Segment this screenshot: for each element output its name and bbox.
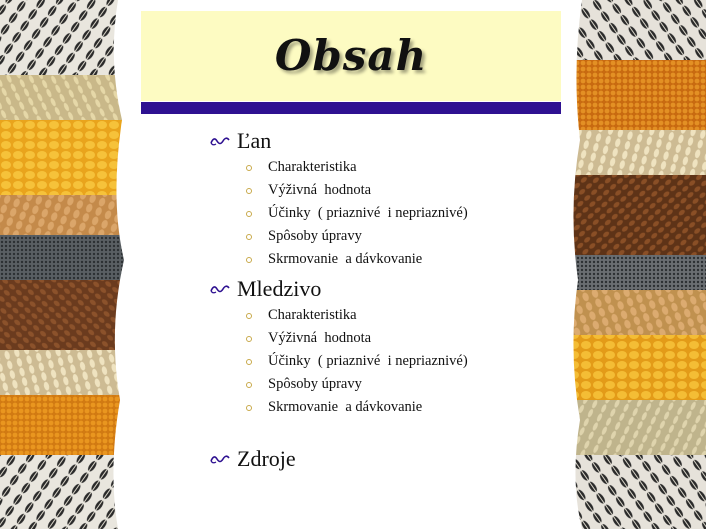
toc-sublist <box>208 304 558 419</box>
list-item-label: Spôsoby úpravy <box>268 376 362 392</box>
list-item <box>208 248 558 271</box>
wave-bullet-icon <box>210 453 230 465</box>
toc-section-label: Ľan <box>237 128 272 153</box>
list-item <box>208 156 558 179</box>
toc-section-zdroje <box>208 444 558 474</box>
list-item-label: Skrmovanie a dávkovanie <box>268 251 423 267</box>
seed-border-image <box>0 0 132 529</box>
list-item <box>208 304 558 327</box>
hollow-circle-bullet-icon <box>246 359 252 365</box>
list-item-label: Spôsoby úpravy <box>268 228 362 244</box>
hollow-circle-bullet-icon <box>246 336 252 342</box>
list-item-label: Skrmovanie a dávkovanie <box>268 399 423 415</box>
list-item-label: Účinky ( priaznivé i nepriaznivé) <box>268 205 468 221</box>
slide-title: Obsah <box>274 31 428 80</box>
list-item <box>208 373 558 396</box>
wave-bullet-icon <box>210 283 230 295</box>
list-item <box>208 225 558 248</box>
hollow-circle-bullet-icon <box>246 188 252 194</box>
list-item-label: Charakteristika <box>268 307 357 323</box>
list-item <box>208 327 558 350</box>
toc-sublist <box>208 156 558 271</box>
list-item <box>208 179 558 202</box>
list-item <box>208 202 558 225</box>
wave-bullet-icon <box>210 135 230 147</box>
list-item-label: Účinky ( priaznivé i nepriaznivé) <box>268 353 468 369</box>
hollow-circle-bullet-icon <box>246 234 252 240</box>
title-divider <box>141 102 561 114</box>
toc-section-heading <box>208 126 558 156</box>
hollow-circle-bullet-icon <box>246 165 252 171</box>
toc-section-lan <box>208 126 558 271</box>
hollow-circle-bullet-icon <box>246 313 252 319</box>
list-item-label: Výživná hodnota <box>268 182 372 198</box>
right-seed-border <box>568 0 706 529</box>
toc-section-label: Mledzivo <box>237 276 322 301</box>
toc-section-mledzivo <box>208 274 558 419</box>
toc-section-label: Zdroje <box>237 446 296 471</box>
hollow-circle-bullet-icon <box>246 382 252 388</box>
toc-section-heading <box>208 444 558 474</box>
seed-border-image <box>568 0 706 529</box>
hollow-circle-bullet-icon <box>246 211 252 217</box>
hollow-circle-bullet-icon <box>246 257 252 263</box>
list-item <box>208 350 558 373</box>
list-item-label: Charakteristika <box>268 159 357 175</box>
toc-section-heading <box>208 274 558 304</box>
title-banner <box>141 11 561 101</box>
left-seed-border <box>0 0 132 529</box>
list-item-label: Výživná hodnota <box>268 330 372 346</box>
hollow-circle-bullet-icon <box>246 405 252 411</box>
list-item <box>208 396 558 419</box>
